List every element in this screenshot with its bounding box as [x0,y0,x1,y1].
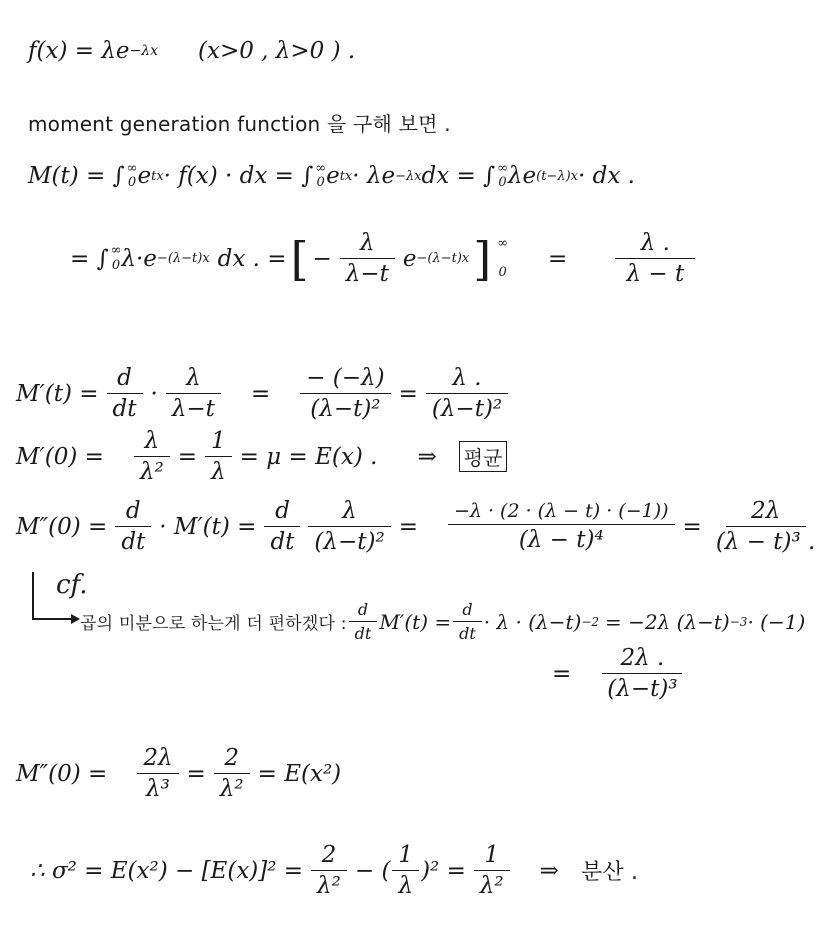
denominator: dt [459,624,476,643]
term-end: · dx . [578,163,635,190]
m-double-prime-zero-lhs: M″(0) = [16,760,108,787]
denominator: λ² [317,873,341,899]
numerator: 2 [321,842,337,868]
numerator: 2λ [750,498,781,524]
mean-label-boxed: 평균 [459,441,508,472]
equals: = [177,443,198,470]
mgf-eq: = ∫ [70,245,109,272]
term-lambda-e: λ·e [121,245,157,272]
term-dx: dx . = [217,245,287,272]
limit-lower: 0 [127,175,137,191]
fraction [205,428,232,485]
fraction [134,428,170,485]
line-product-rule [80,600,805,643]
paren-squared: )² = [421,857,466,884]
term-minus-one: · (−1) [747,609,806,634]
denominator: λ² [479,873,504,899]
fraction [392,842,419,899]
denominator: λ² [139,459,164,485]
limit-upper: ∞ [497,161,508,176]
numerator: d [357,600,369,619]
product-rule-note: 곱의 미분으로 하는게 더 편하겠다 : [80,614,347,634]
line-intro-text [28,108,451,137]
line-mgf-integral [28,162,635,191]
fraction-d-dt [453,600,482,643]
fraction [300,365,390,422]
numerator: λ . [452,365,482,391]
variance-label: 분산 . [580,860,639,885]
fraction-d-dt [107,365,143,422]
pdf-expression: f(x) = λe [28,38,130,64]
limit-lower: 0 [316,175,325,191]
m-prime-zero-lhs: M′(0) = [16,443,104,470]
fraction-d-dt [349,600,378,643]
term-e: e [326,163,340,190]
term-mid: dx = ∫ [421,163,496,190]
implies-arrow-icon: ⇒ [539,857,559,884]
denominator: (λ−t)² [431,396,503,422]
fraction [474,842,510,899]
line-mean [16,428,507,485]
mean-expression: = μ = E(x) . [239,443,378,470]
m-prime-t: M′(t) = [379,609,452,634]
fraction [166,365,221,422]
numerator: − (−λ) [306,365,385,391]
term-exp: tx [151,168,164,184]
fraction [601,645,683,702]
numerator: λ [342,498,357,524]
term-exp: tx [339,168,353,184]
limit-upper: ∞ [497,236,509,252]
second-derivative-lhs: M″(0) = [16,513,108,540]
denominator: λ − t [626,261,685,287]
numerator: d [125,498,141,524]
implies-arrow-icon: ⇒ [417,443,437,470]
numerator: λ [186,365,201,391]
denominator: λ−t [345,261,389,287]
limit-lower: 0 [498,175,507,191]
equals: = [552,660,572,687]
fraction [426,365,508,422]
minus-paren: − ( [354,857,391,884]
equals: = [398,380,418,407]
first-derivative-lhs: M′(t) = [16,380,99,407]
numerator: λ [360,230,375,256]
denominator: dt [354,624,372,643]
denominator: dt [112,396,137,422]
numerator: 2λ [143,745,173,771]
denominator: λ² [219,776,244,802]
denominator: (λ−t)² [314,529,385,555]
fraction-result [615,230,695,287]
term-exp: −3 [729,614,748,629]
fraction [137,745,178,802]
numerator: 2 [224,745,240,771]
fraction [710,498,820,555]
integral-limits [111,244,122,273]
term-e: e [137,163,152,190]
second-moment-expression: = E(x²) [257,760,342,787]
numerator: 2λ . [620,645,665,671]
line-variance [30,842,638,899]
denominator: (λ − t)⁴ [518,527,604,553]
limit-upper: ∞ [126,161,138,176]
minus-sign: − [312,245,332,272]
bracket-open: [ [290,231,309,286]
bracket-close: ] [473,231,492,286]
numerator: −λ · (2 · (λ − t) · (−1)) [453,500,669,522]
fraction [340,230,395,287]
term-derivative: = −2λ (λ−t) [605,609,730,634]
numerator: 1 [484,842,500,868]
line-second-moment [16,745,341,802]
term-e: e [402,245,417,272]
integral-limits [497,162,508,191]
cf-text: cf. [56,570,88,600]
pdf-condition: (x>0 , λ>0 ) . [198,38,356,64]
equals: = [186,760,206,787]
equals: = [398,513,418,540]
denominator: (λ−t)² [310,396,381,422]
denominator: λ [398,873,414,899]
term-power: · λ · (λ−t) [483,609,582,634]
variance-expression: ∴ σ² = E(x²) − [E(x)]² = [30,857,304,884]
term-exp: −(λ−t)x [416,251,470,266]
numerator: 1 [398,842,414,868]
numerator: 1 [211,428,226,454]
numerator: d [275,498,290,524]
line-second-derivative [16,498,820,555]
equals: = [682,513,702,540]
pdf-exponent: −λx [129,43,159,59]
limit-upper: ∞ [110,243,122,259]
term-lambda-e: · λe [352,163,396,190]
intro-text: moment generation function 을 구해 보면 . [28,112,451,136]
limit-lower: 0 [111,257,121,273]
numerator: d [117,365,132,391]
denominator: dt [270,529,295,555]
fraction-large [448,500,675,553]
numerator: λ . [640,230,670,256]
denominator: dt [121,529,146,555]
denominator: λ³ [146,776,170,802]
denominator: λ [211,459,226,485]
line-product-rule-result [552,645,692,702]
line-pdf-definition [28,38,355,64]
integral-limits [127,162,138,191]
term-exp: (t−λ)x [536,168,578,184]
denominator: (λ−t)³ [607,676,678,702]
fraction-d-dt [264,498,300,555]
fraction [214,745,250,802]
term-mid: · f(x) · dx = ∫ [163,163,314,190]
fraction [311,842,347,899]
limit-lower: 0 [498,264,507,280]
mgf-lhs: M(t) = ∫ [28,163,125,190]
bracket-limits [497,237,508,280]
line-first-derivative: M′(t) = $\frac{d}{dt}$ · $\frac{\lambda}{\lambda-t}$ = $\frac{- (-\lambda)}{\text{(λ−t)²}}$ = $\frac{\lambda .}{\text{(λ−t)²}}$ [16,365,516,422]
term-exp: −2 [581,614,600,629]
denominator: λ−t [171,396,215,422]
integral-limits [315,162,326,191]
term-exp: −λx [395,168,422,184]
term-m-prime: · M′(t) = [159,513,257,540]
term-lambda-e: λe [507,163,537,190]
numerator: λ [144,428,160,454]
cf-label [56,570,88,600]
fraction [308,498,390,555]
line-mgf-result [70,230,703,287]
limit-upper: ∞ [315,161,327,176]
numerator: d [462,600,473,619]
term-exp: −(λ−t)x [156,251,210,266]
equals: = [250,380,271,407]
fraction-d-dt [115,498,151,555]
denominator: (λ − t)³ . [715,529,816,555]
equals: = [548,245,568,272]
